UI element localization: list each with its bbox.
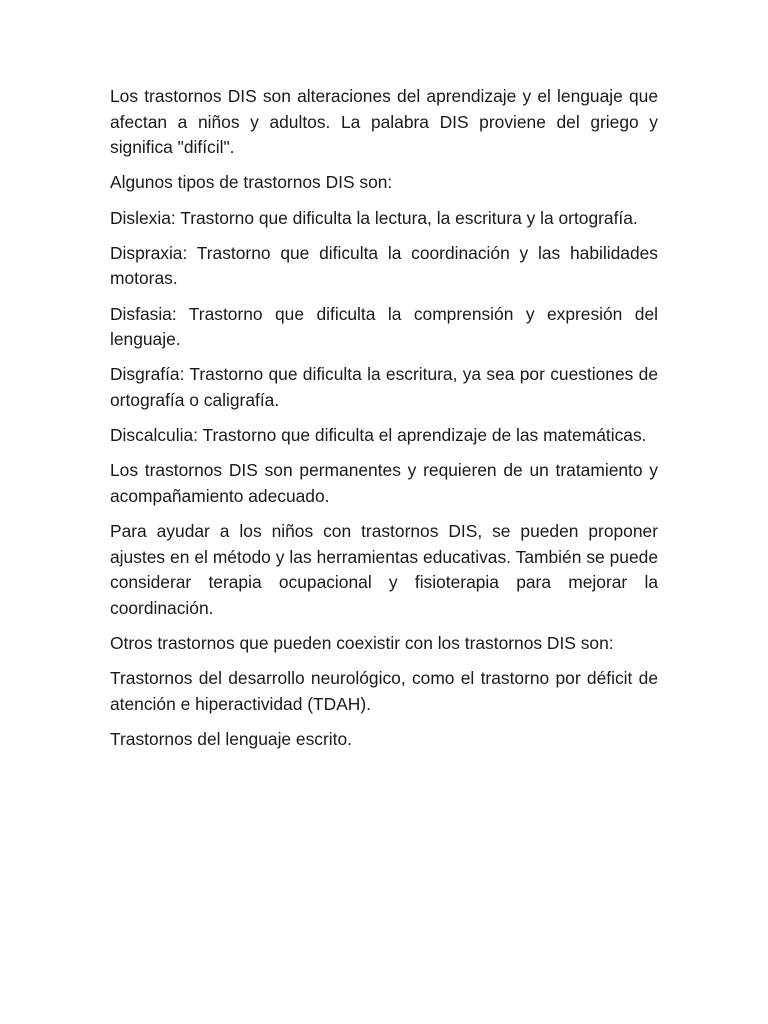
paragraph-permanence: Los trastornos DIS son permanentes y requieren de un tratamiento y acompañamiento adecuado. [110, 460, 658, 506]
paragraph-neurodevelopmental: Trastornos del desarrollo neurológico, como el trastorno por déficit de atención e hiperactividad (TDAH). [110, 668, 658, 714]
document-body [110, 84, 658, 762]
paragraph-disgrafia: Disgrafía: Trastorno que dificulta la escritura, ya sea por cuestiones de ortografía o caligrafía. [110, 364, 658, 410]
paragraph-dispraxia: Dispraxia: Trastorno que dificulta la coordinación y las habilidades motoras. [110, 242, 658, 289]
paragraph-types-heading: Algunos tipos de trastornos DIS son: [110, 172, 393, 193]
paragraph-support: Para ayudar a los niños con trastornos DIS, se pueden proponer ajustes en el método y las herramientas educativas. También se puede considerar terapia ocupacional y fisioterapia para mejorar la coordinación. [110, 521, 658, 618]
paragraph-dislexia: Dislexia: Trastorno que dificulta la lectura, la escritura y la ortografía. [110, 207, 638, 228]
paragraph-intro: Los trastornos DIS son alteraciones del aprendizaje y el lenguaje que afectan a niños y adultos. La palabra DIS proviene del griego y significa "difícil". [110, 86, 658, 158]
paragraph-discalculia: Discalculia: Trastorno que dificulta el aprendizaje de las matemáticas. [110, 425, 647, 446]
paragraph-disfasia: Disfasia: Trastorno que dificulta la comprensión y expresión del lenguaje. [110, 303, 658, 350]
paragraph-written-language: Trastornos del lenguaje escrito. [110, 729, 352, 749]
paragraph-coexisting-heading: Otros trastornos que pueden coexistir con los trastornos DIS son: [110, 633, 614, 654]
